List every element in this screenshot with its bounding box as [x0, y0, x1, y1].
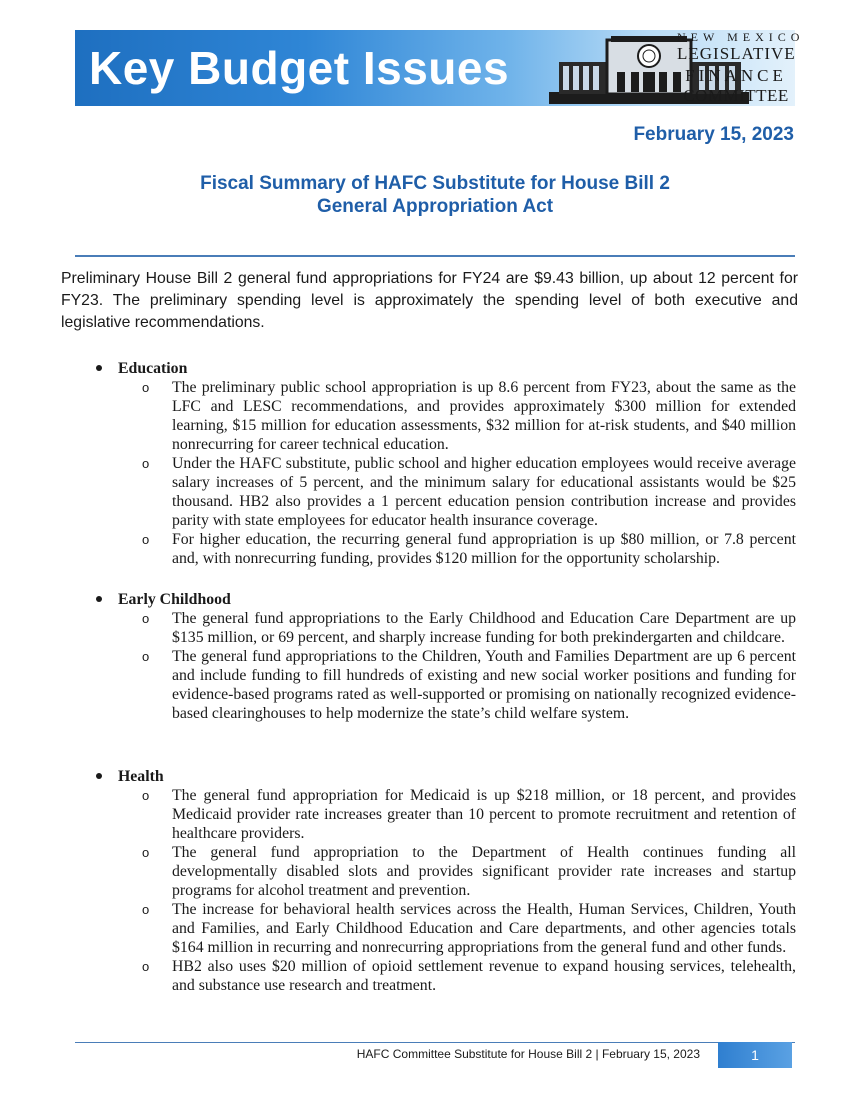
banner-title: Key Budget Issues [89, 42, 510, 94]
list-item [0, 609, 850, 647]
footer-text: HAFC Committee Substitute for House Bill 2 | February 15, 2023 [356, 1047, 700, 1061]
sub-bullet-icon: o [142, 532, 150, 547]
sub-bullet-icon: o [142, 649, 150, 664]
section-items [0, 378, 850, 568]
list-item-text: The general fund appropriation to the Department of Health continues funding all developmentally disabled slots and provides significant provider rate increases and startup programs for alcohol treatment and prevention. [172, 844, 796, 899]
document-title-line-2: General Appropriation Act [316, 196, 554, 217]
section-heading [96, 590, 231, 609]
header-banner [75, 30, 805, 106]
bullet-icon [96, 365, 102, 371]
document-title-line-1: Fiscal Summary of HAFC Substitute for House Bill 2 [200, 173, 670, 194]
list-item-text: HB2 also uses $20 million of opioid settlement revenue to expand housing services, telehealth, and substance use research and treatment. [172, 958, 796, 994]
lfc-org-name [677, 30, 805, 106]
sub-bullet-icon: o [142, 902, 150, 917]
list-item-text: The general fund appropriations to the Early Childhood and Education Care Department are up $135 million, or 69 percent, and sharply increase funding for both prekindergarten and childcare. [172, 610, 796, 646]
list-item [0, 378, 850, 454]
list-item [0, 530, 850, 568]
page-number: 1 [718, 1042, 792, 1068]
list-item [0, 900, 850, 957]
list-item [0, 454, 850, 530]
section-items [0, 786, 850, 995]
list-item-text: For higher education, the recurring general fund appropriation is up $80 million, or 7.8 percent and, with nonrecurring funding, provides $120 million for the opportunity scholarship. [172, 531, 796, 567]
bullet-icon [96, 596, 102, 602]
list-item-text: The general fund appropriations to the Children, Youth and Families Department are up 6 percent and include funding to fill hundreds of existing and new social worker positions and funding for evidence-based programs rated as well-supported or promising on nationally recognized evidence-based clearinghouses to help modernize the state’s child welfare system. [172, 648, 796, 722]
list-item [0, 786, 850, 843]
section-heading [96, 359, 187, 378]
sub-bullet-icon: o [142, 845, 150, 860]
header-divider [75, 255, 795, 257]
list-item-text: The increase for behavioral health services across the Health, Human Services, Children, Youth and Families, and Early Childhood Education and Care departments, and other agencies totals $164 million in recurring and nonrecurring appropriations from the general fund and other funds. [172, 901, 796, 956]
intro-paragraph: Preliminary House Bill 2 general fund appropriations for FY24 are $9.43 billion, up about 12 percent for FY23. The preliminary spending level is approximately the spending level of both executive and legislative recommendations. [61, 270, 798, 331]
document-date: February 15, 2023 [633, 124, 794, 145]
org-line-legislative: LEGISLATIVE [677, 44, 796, 63]
sub-bullet-icon: o [142, 456, 150, 471]
sub-bullet-icon: o [142, 959, 150, 974]
org-line-new-mexico: NEW MEXICO [677, 30, 805, 44]
section-items [0, 609, 850, 723]
org-line-finance: FINANCE [685, 66, 787, 85]
section-heading-label: Education [118, 360, 188, 377]
section-heading-label: Health [118, 768, 164, 785]
section-heading [96, 767, 164, 786]
bullet-icon [96, 773, 102, 779]
list-item-text: The preliminary public school appropriation is up 8.6 percent from FY23, about the same as the LFC and LESC recommendations, and provides approximately $300 million for extended learning, $15 million for education assessments, $32 million for at-risk students, and $40 million nonrecurring for career technical education. [172, 379, 796, 453]
sub-bullet-icon: o [142, 788, 150, 803]
list-item-text: Under the HAFC substitute, public school and higher education employees would receive average salary increases of 5 percent, and the minimum salary for educational assistants would be $25 thousand. HB2 also provides a 1 percent education pension contribution increase and provides parity with state employees for educator health insurance coverage. [172, 455, 796, 529]
section-heading-label: Early Childhood [118, 591, 231, 608]
list-item [0, 957, 850, 995]
sub-bullet-icon: o [142, 611, 150, 626]
org-line-committee: COMMITTEE [683, 86, 789, 105]
list-item [0, 843, 850, 900]
list-item [0, 647, 850, 723]
footer-divider [75, 1042, 795, 1043]
sub-bullet-icon: o [142, 380, 150, 395]
list-item-text: The general fund appropriation for Medicaid is up $218 million, or 18 percent, and provides Medicaid provider rate increases greater than 10 percent to promote recruitment and retention of healthcare providers. [172, 787, 796, 842]
